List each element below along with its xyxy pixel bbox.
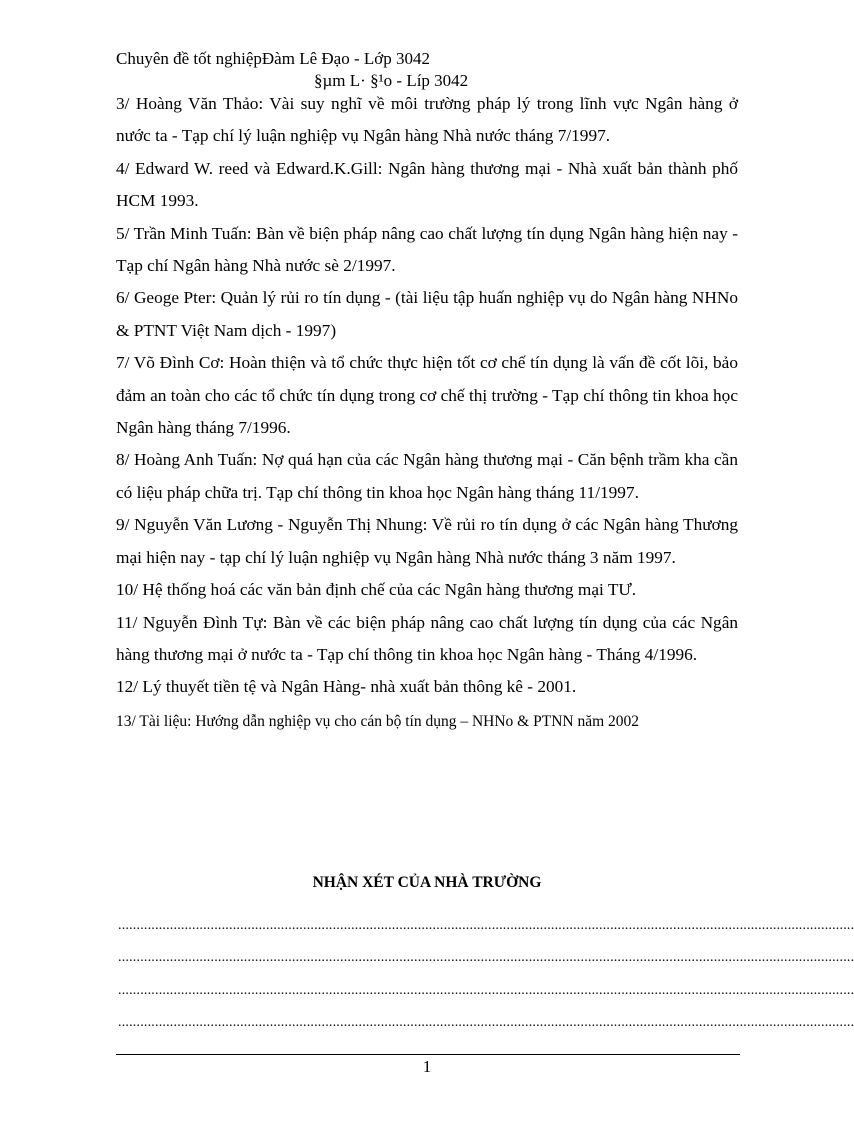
reference-item-11: 11/ Nguyễn Đình Tự: Bàn về các biện pháp nâng cao chất lượng tín dụng của các Ngân hàng thương mại ở nước ta - Tạp chí thông tin khoa học Ngân hàng - Tháng 4/1996. — [116, 612, 738, 664]
comment-section-title: NHẬN XÉT CỦA NHÀ TRƯỜNG — [312, 874, 542, 891]
comment-dotted-line: ....................................................................................................................................................................................................... — [118, 983, 854, 998]
reference-item-5: 5/ Trần Minh Tuấn: Bàn về biện pháp nâng cao chất lượng tín dụng Ngân hàng hiện nay - Tạp chí Ngân hàng Nhà nước sè 2/1997. — [116, 223, 738, 276]
comment-dotted-line: ....................................................................................................................................................................................................... — [118, 950, 854, 965]
reference-item-8: 8/ Hoàng Anh Tuấn: Nợ quá hạn của các Ngân hàng thương mại - Căn bệnh trầm kha cần có liệu pháp chữa trị. Tạp chí thông tin khoa học Ngân hàng tháng 11/1997. — [116, 450, 738, 502]
comment-dotted-line: ....................................................................................................................................................................................................... — [118, 1015, 854, 1030]
reference-list — [116, 88, 738, 738]
header-line-1: Chuyên đề tốt nghiệpĐàm Lê Đạo - Lớp 3042 — [116, 49, 430, 68]
reference-item-13: 13/ Tài liệu: Hướng dẫn nghiệp vụ cho cán bộ tín dụng – NHNo & PTNN năm 2002 — [116, 712, 640, 730]
reference-item-3: 3/ Hoàng Văn Thảo: Vài suy nghĩ về môi trường pháp lý trong lĩnh vực Ngân hàng ở nước ta - Tạp chí lý luận nghiệp vụ Ngân hàng Nhà nước tháng 7/1997. — [116, 94, 738, 146]
reference-item-10: 10/ Hệ thống hoá các văn bản định chế của các Ngân hàng thương mại TƯ. — [116, 580, 637, 600]
footer-rule — [116, 1054, 740, 1055]
reference-item-12: 12/ Lý thuyết tiền tệ và Ngân Hàng- nhà xuất bản thông kê - 2001. — [116, 677, 577, 697]
reference-item-6: 6/ Geoge Pter: Quản lý rủi ro tín dụng - (tài liệu tập huấn nghiệp vụ do Ngân hàng NHNo & PTNT Việt Nam dịch - 1997) — [116, 288, 738, 340]
reference-item-9: 9/ Nguyễn Văn Lương - Nguyễn Thị Nhung: Về rủi ro tín dụng ở các Ngân hàng Thương mại hiện nay - tạp chí lý luận nghiệp vụ Ngân hàng Nhà nước tháng 3 năm 1997. — [116, 515, 738, 567]
header-line-2: §µm L· §¹o - Líp 3042 — [314, 71, 469, 90]
page-number: 1 — [422, 1057, 432, 1076]
reference-item-4: 4/ Edward W. reed và Edward.K.Gill: Ngân hàng thương mại - Nhà xuất bản thành phố HCM 1993. — [116, 158, 738, 211]
reference-item-7: 7/ Võ Đình Cơ: Hoàn thiện và tổ chức thực hiện tốt cơ chế tín dụng là vấn đề cốt lõi, bảo đảm an toàn cho các tổ chức tín dụng trong cơ chế thị trường - Tạp chí thông tin khoa học Ngân hàng tháng 7/1996. — [116, 353, 738, 438]
comment-dotted-line: ....................................................................................................................................................................................................... — [118, 918, 854, 933]
